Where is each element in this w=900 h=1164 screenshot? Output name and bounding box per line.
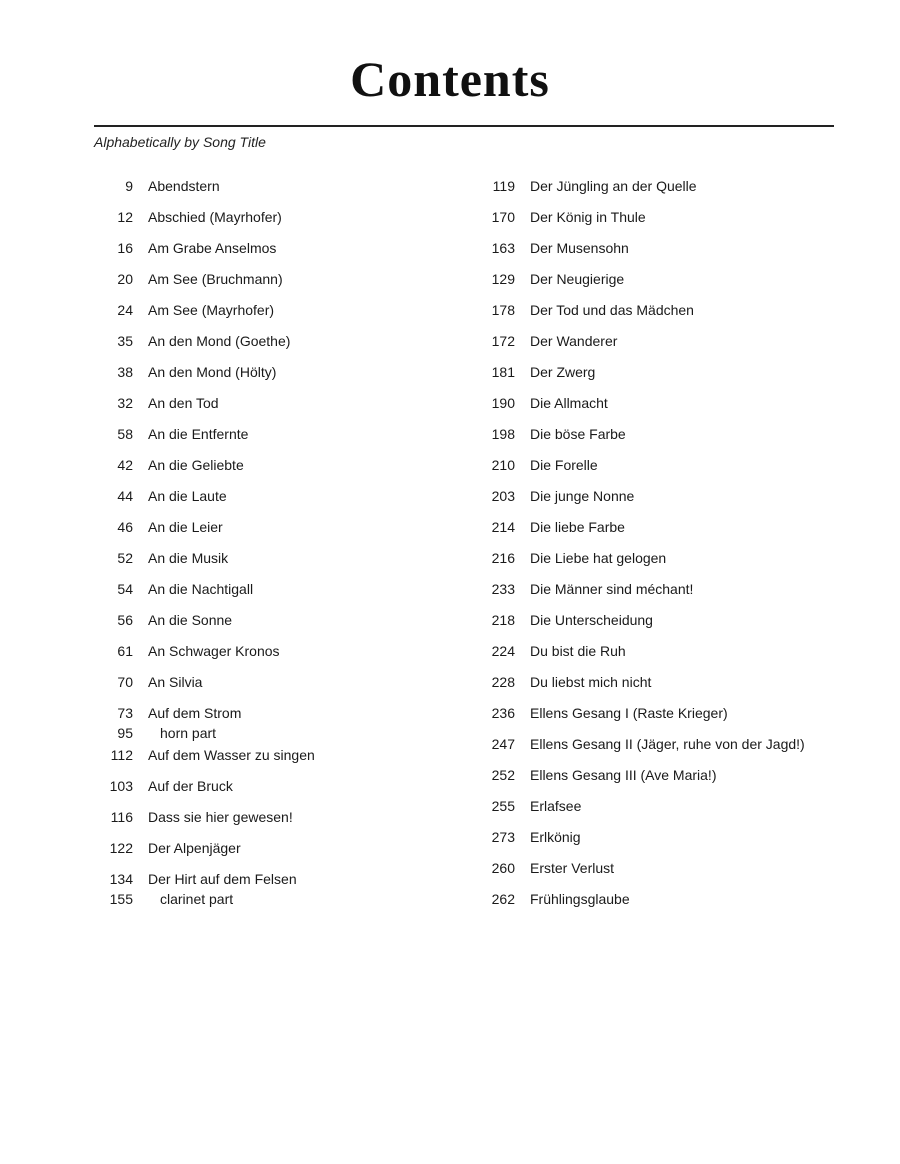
contents-entry bbox=[94, 838, 474, 869]
contents-entry bbox=[476, 486, 856, 517]
page-number: 42 bbox=[117, 457, 133, 473]
page-number: 203 bbox=[491, 488, 515, 504]
song-title: Am See (Bruchmann) bbox=[148, 271, 283, 287]
page-number: 216 bbox=[491, 550, 515, 566]
page-number: 233 bbox=[491, 581, 515, 597]
song-title: An die Sonne bbox=[148, 612, 233, 628]
contents-entry bbox=[94, 455, 474, 486]
song-title: Der Hirt auf dem Felsen bbox=[148, 871, 297, 887]
page-number: 122 bbox=[109, 840, 133, 856]
song-title: Die böse Farbe bbox=[530, 426, 626, 442]
song-title: Erster Verlust bbox=[530, 860, 615, 876]
song-title: Auf dem Wasser zu singen bbox=[148, 747, 315, 763]
contents-entry bbox=[476, 734, 856, 765]
contents-column-left bbox=[94, 176, 474, 911]
sub-page-number: 95 bbox=[117, 725, 133, 741]
page-number: 116 bbox=[110, 809, 133, 825]
song-title: An Schwager Kronos bbox=[148, 643, 280, 659]
page-number: 56 bbox=[117, 612, 133, 628]
contents-entry bbox=[476, 207, 856, 238]
song-title: An den Tod bbox=[148, 395, 219, 411]
page-number: 70 bbox=[117, 674, 133, 690]
page-number: 73 bbox=[117, 705, 133, 721]
song-title: Frühlingsglaube bbox=[530, 891, 630, 907]
song-title: Ellens Gesang II (Jäger, ruhe von der Jagd!) bbox=[530, 736, 805, 752]
contents-entry bbox=[94, 641, 474, 672]
contents-entry bbox=[476, 176, 856, 207]
song-title: Auf der Bruck bbox=[148, 778, 233, 794]
contents-entry bbox=[94, 362, 474, 393]
song-title: Abendstern bbox=[148, 178, 220, 194]
contents-entry bbox=[476, 703, 856, 734]
contents-entry bbox=[94, 238, 474, 269]
song-title: Die Allmacht bbox=[530, 395, 608, 411]
page-number: 262 bbox=[491, 891, 515, 907]
song-title: Der Alpenjäger bbox=[148, 840, 241, 856]
contents-entry bbox=[94, 176, 474, 207]
page-number: 44 bbox=[117, 488, 133, 504]
song-title: Erlafsee bbox=[530, 798, 582, 814]
page-number: 61 bbox=[117, 643, 133, 659]
contents-entry bbox=[476, 424, 856, 455]
song-title: Die Forelle bbox=[530, 457, 598, 473]
contents-entry bbox=[476, 362, 856, 393]
contents-entry bbox=[94, 745, 474, 776]
song-title: Ellens Gesang I (Raste Krieger) bbox=[530, 705, 728, 721]
contents-entry bbox=[476, 579, 856, 610]
page-number: 218 bbox=[491, 612, 515, 628]
song-title: Der Zwerg bbox=[530, 364, 596, 380]
contents-entry bbox=[476, 238, 856, 269]
song-title: Der König in Thule bbox=[530, 209, 646, 225]
song-title: Die Unterscheidung bbox=[530, 612, 653, 628]
contents-entry bbox=[94, 207, 474, 238]
contents-entry bbox=[94, 300, 474, 331]
page-number: 24 bbox=[117, 302, 133, 318]
page-number: 178 bbox=[491, 302, 515, 318]
contents-column-right bbox=[476, 176, 856, 920]
song-title: Der Musensohn bbox=[530, 240, 629, 256]
song-title: Der Tod und das Mädchen bbox=[530, 302, 694, 318]
contents-entry bbox=[476, 827, 856, 858]
song-title: An die Musik bbox=[148, 550, 229, 566]
song-title: An die Leier bbox=[148, 519, 223, 535]
contents-entry bbox=[476, 672, 856, 703]
page-number: 103 bbox=[109, 778, 133, 794]
contents-entry bbox=[94, 610, 474, 641]
page-number: 134 bbox=[109, 871, 133, 887]
page-number: 58 bbox=[117, 426, 133, 442]
song-title: An die Laute bbox=[148, 488, 227, 504]
song-title: Du bist die Ruh bbox=[530, 643, 626, 659]
song-title: Die Männer sind méchant! bbox=[530, 581, 694, 597]
page-number: 255 bbox=[491, 798, 515, 814]
page-number: 32 bbox=[117, 395, 133, 411]
contents-entry bbox=[476, 300, 856, 331]
song-title: Abschied (Mayrhofer) bbox=[148, 209, 282, 225]
contents-entry bbox=[476, 269, 856, 300]
contents-entry bbox=[94, 424, 474, 455]
song-title: Auf dem Strom bbox=[148, 705, 242, 721]
page-number: 46 bbox=[117, 519, 133, 535]
contents-entry bbox=[476, 641, 856, 672]
contents-entry bbox=[94, 807, 474, 838]
sub-page-number: 155 bbox=[109, 891, 133, 907]
page-number: 9 bbox=[125, 178, 133, 194]
page-number: 198 bbox=[491, 426, 515, 442]
contents-entry bbox=[476, 889, 856, 920]
page-number: 16 bbox=[117, 240, 133, 256]
page-number: 236 bbox=[491, 705, 515, 721]
page-number: 172 bbox=[491, 333, 515, 349]
page-number: 170 bbox=[491, 209, 515, 225]
contents-entry bbox=[94, 331, 474, 362]
contents-entry bbox=[94, 776, 474, 807]
song-title: An die Nachtigall bbox=[148, 581, 254, 597]
page-number: 214 bbox=[491, 519, 515, 535]
song-title: Der Neugierige bbox=[530, 271, 625, 287]
song-title: Die liebe Farbe bbox=[530, 519, 625, 535]
contents-entry bbox=[476, 331, 856, 362]
contents-entry bbox=[476, 548, 856, 579]
page-number: 224 bbox=[491, 643, 515, 659]
page-title: Contents bbox=[350, 51, 550, 107]
page-number: 52 bbox=[117, 550, 133, 566]
contents-entry bbox=[94, 486, 474, 517]
song-title: Der Wanderer bbox=[530, 333, 618, 349]
song-title: An die Geliebte bbox=[148, 457, 244, 473]
page-number: 35 bbox=[117, 333, 133, 349]
song-title: Die junge Nonne bbox=[530, 488, 635, 504]
page-number: 38 bbox=[117, 364, 133, 380]
page-number: 181 bbox=[491, 364, 515, 380]
contents-entry bbox=[476, 765, 856, 796]
page-number: 54 bbox=[117, 581, 133, 597]
contents-entry bbox=[94, 269, 474, 300]
song-title: Der Jüngling an der Quelle bbox=[530, 178, 697, 194]
song-title: Dass sie hier gewesen! bbox=[148, 809, 293, 825]
contents-entry bbox=[476, 517, 856, 548]
song-title: An die Entfernte bbox=[148, 426, 249, 442]
contents-entry bbox=[476, 796, 856, 827]
song-title: An den Mond (Hölty) bbox=[148, 364, 277, 380]
song-title: Am See (Mayrhofer) bbox=[148, 302, 275, 318]
song-title: Du liebst mich nicht bbox=[530, 674, 652, 690]
song-title: An Silvia bbox=[148, 674, 203, 690]
contents-entry bbox=[94, 869, 474, 911]
contents-entry bbox=[476, 393, 856, 424]
contents-entry bbox=[476, 610, 856, 641]
song-title: Ellens Gesang III (Ave Maria!) bbox=[530, 767, 717, 783]
page-number: 273 bbox=[491, 829, 515, 845]
page-number: 252 bbox=[491, 767, 515, 783]
contents-entry bbox=[476, 858, 856, 889]
page-number: 228 bbox=[491, 674, 515, 690]
contents-entry bbox=[476, 455, 856, 486]
page-number: 247 bbox=[491, 736, 515, 752]
contents-entry bbox=[94, 672, 474, 703]
page-number: 163 bbox=[491, 240, 515, 256]
page-number: 112 bbox=[110, 747, 133, 763]
song-title: An den Mond (Goethe) bbox=[148, 333, 291, 349]
page-number: 190 bbox=[491, 395, 515, 411]
contents-entry bbox=[94, 703, 474, 745]
sub-title: clarinet part bbox=[160, 891, 234, 907]
page-number: 129 bbox=[491, 271, 515, 287]
song-title: Am Grabe Anselmos bbox=[148, 240, 277, 256]
section-subtitle: Alphabetically by Song Title bbox=[94, 134, 266, 150]
contents-entry bbox=[94, 393, 474, 424]
page-number: 260 bbox=[491, 860, 515, 876]
contents-entry bbox=[94, 579, 474, 610]
song-title: Erlkönig bbox=[530, 829, 581, 845]
sub-title: horn part bbox=[160, 725, 217, 741]
page-number: 12 bbox=[117, 209, 133, 225]
song-title: Die Liebe hat gelogen bbox=[530, 550, 667, 566]
page-number: 20 bbox=[117, 271, 133, 287]
contents-entry bbox=[94, 548, 474, 579]
title-divider bbox=[94, 125, 834, 127]
page-number: 119 bbox=[492, 178, 515, 194]
contents-entry bbox=[94, 517, 474, 548]
page-number: 210 bbox=[491, 457, 515, 473]
